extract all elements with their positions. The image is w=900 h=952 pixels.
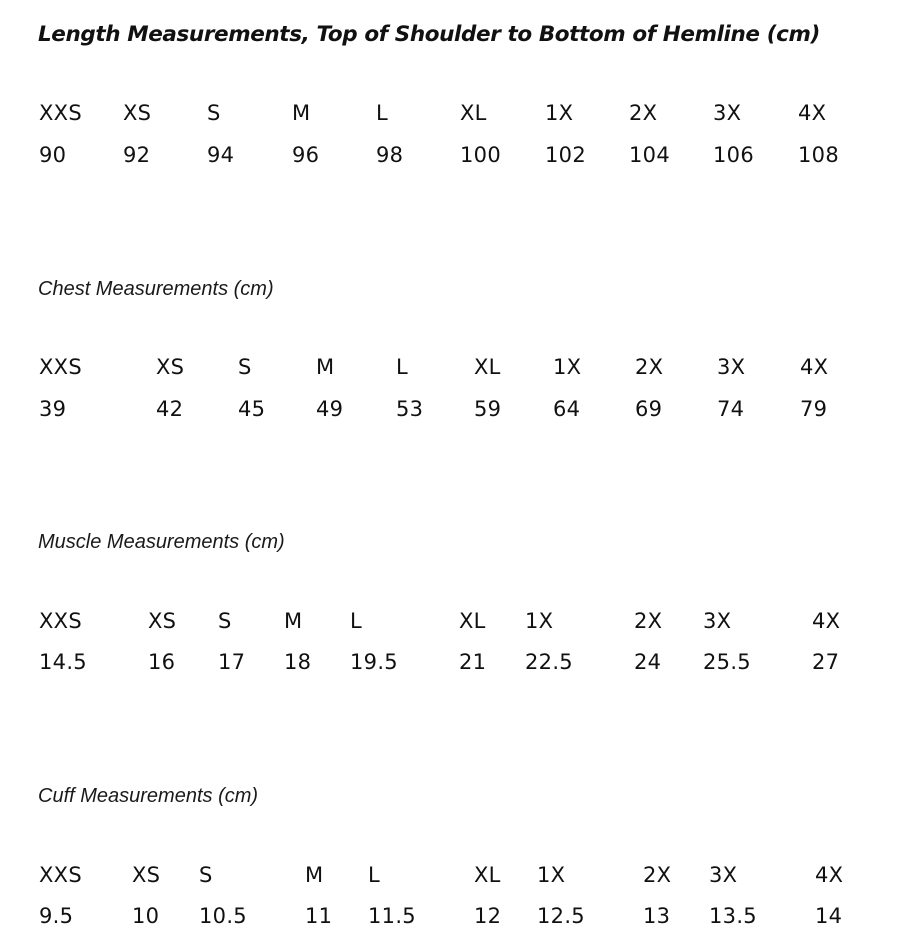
measurement-value: 19.5 [350,650,398,674]
measurement-value: 11 [305,904,333,928]
size-label: 2X [629,101,658,125]
measurement-value: 22.5 [525,650,573,674]
size-label: S [207,101,221,125]
measurement-value: 104 [629,143,670,167]
size-label: 4X [798,101,827,125]
size-label: L [368,863,380,887]
size-label: XXS [39,863,83,887]
measurement-value: 53 [396,397,424,421]
measurement-value: 49 [316,397,344,421]
measurement-value: 17 [218,650,246,674]
measurement-value: 13 [643,904,671,928]
measurement-value: 9.5 [39,904,74,928]
cuff-size-row [0,863,900,893]
measurement-value: 64 [553,397,581,421]
size-label: 3X [709,863,738,887]
size-label: 4X [800,355,829,379]
measurement-value: 79 [800,397,828,421]
size-label: 4X [812,609,841,633]
page-title: Length Measurements, Top of Shoulder to Bottom of Hemline (cm) [38,22,820,47]
measurement-value: 100 [460,143,501,167]
size-label: M [292,101,311,125]
measurement-value: 13.5 [709,904,757,928]
size-label: 1X [545,101,574,125]
size-label: S [218,609,232,633]
size-label: 3X [703,609,732,633]
measurement-value: 14 [815,904,843,928]
measurement-value: 10 [132,904,160,928]
measurement-value: 59 [474,397,502,421]
size-label: XL [474,355,501,379]
size-label: S [238,355,252,379]
chest-size-row [0,355,900,385]
size-label: 2X [634,609,663,633]
size-label: XL [459,609,486,633]
size-label: 3X [717,355,746,379]
measurement-value: 94 [207,143,235,167]
size-label: XL [474,863,501,887]
muscle-value-row [0,650,900,680]
measurement-value: 25.5 [703,650,751,674]
measurement-value: 45 [238,397,266,421]
measurement-value: 12 [474,904,502,928]
measurement-value: 42 [156,397,184,421]
size-label: L [396,355,408,379]
size-label: XXS [39,355,83,379]
cuff-heading: Cuff Measurements (cm) [38,785,259,807]
chest-value-row [0,397,900,427]
measurement-value: 108 [798,143,839,167]
size-label: XS [156,355,185,379]
size-label: 1X [553,355,582,379]
measurement-value: 90 [39,143,67,167]
measurement-value: 10.5 [199,904,247,928]
muscle-size-row [0,609,900,639]
size-label: XL [460,101,487,125]
size-label: M [284,609,303,633]
size-label: 1X [537,863,566,887]
measurement-value: 14.5 [39,650,87,674]
size-label: 4X [815,863,844,887]
size-label: XXS [39,101,83,125]
size-label: L [350,609,362,633]
size-label: M [316,355,335,379]
measurement-value: 96 [292,143,320,167]
size-label: XS [132,863,161,887]
size-label: 3X [713,101,742,125]
chest-heading: Chest Measurements (cm) [38,278,274,300]
measurement-value: 12.5 [537,904,585,928]
size-label: L [376,101,388,125]
size-label: 2X [635,355,664,379]
measurement-value: 102 [545,143,586,167]
size-label: 2X [643,863,672,887]
measurement-value: 18 [284,650,312,674]
size-label: XS [123,101,152,125]
measurement-value: 106 [713,143,754,167]
measurement-value: 27 [812,650,840,674]
measurement-value: 74 [717,397,745,421]
measurement-value: 24 [634,650,662,674]
length-size-row [0,101,900,131]
size-label: XS [148,609,177,633]
size-label: M [305,863,324,887]
measurement-value: 21 [459,650,487,674]
measurement-value: 69 [635,397,663,421]
size-label: 1X [525,609,554,633]
measurement-value: 98 [376,143,404,167]
length-value-row [0,143,900,173]
size-label: XXS [39,609,83,633]
cuff-value-row [0,904,900,934]
measurement-value: 16 [148,650,176,674]
measurement-value: 11.5 [368,904,416,928]
measurement-value: 39 [39,397,67,421]
measurement-value: 92 [123,143,151,167]
size-label: S [199,863,213,887]
muscle-heading: Muscle Measurements (cm) [38,531,285,553]
